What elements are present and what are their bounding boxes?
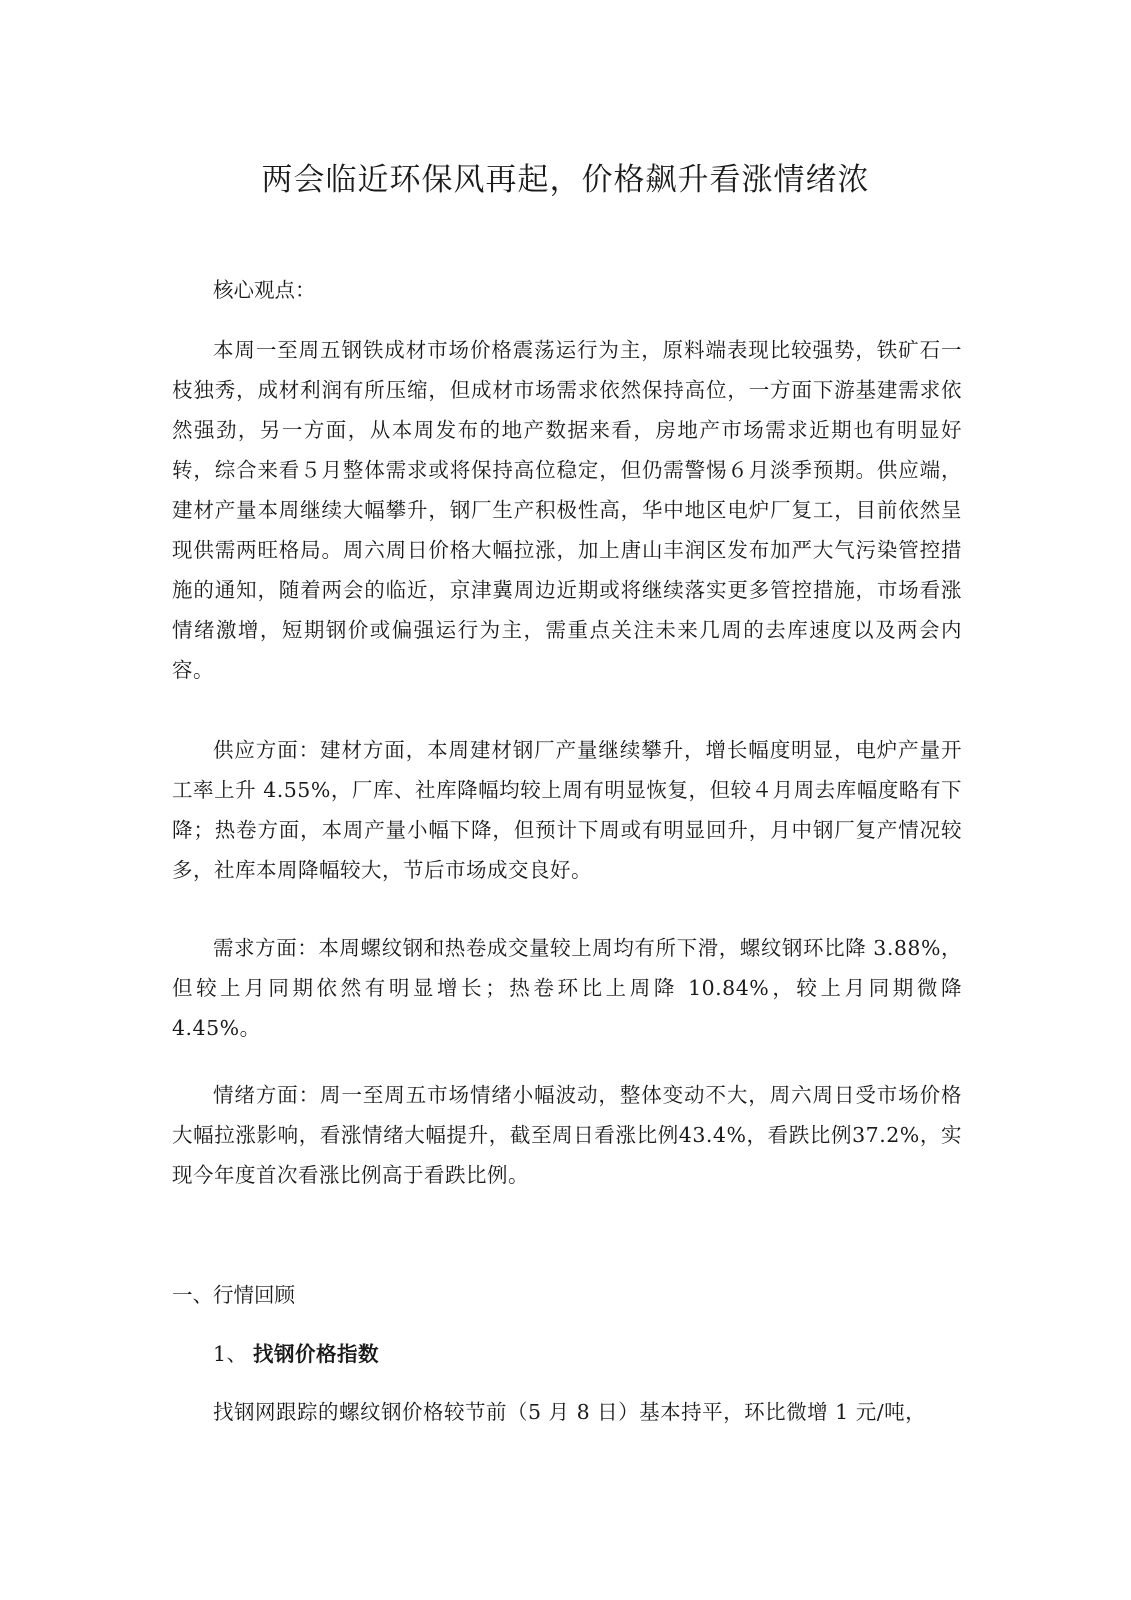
- sentiment-paragraph: 情绪方面：周一至周五市场情绪小幅波动，整体变动不大，周六周日受市场价格大幅拉涨影响，看涨情绪大幅提升，截至周日看涨比例43.4%，看跌比例37.2%，实现今年度首次看涨比例高于看跌比例。: [172, 1083, 962, 1187]
- core-viewpoint-label: 核心观点：: [213, 278, 316, 302]
- subsection-heading-price-index: [213, 1334, 379, 1374]
- subsection-title: 找钢价格指数: [253, 1342, 379, 1366]
- price-index-paragraph: 找钢网跟踪的螺纹钢价格较节前（5 月 8 日）基本持平，环比微增 1 元/吨，: [213, 1400, 927, 1424]
- document-title: 两会临近环保风再起，价格飙升看涨情绪浓: [261, 162, 870, 198]
- supply-paragraph: 供应方面：建材方面，本周建材钢厂产量继续攀升，增长幅度明显，电炉产量开工率上升 4.55%，厂库、社库降幅均较上周有明显恢复，但较４月周去库幅度略有下降；热卷方面，本周产量小幅下降，但预计下周或有明显回升，月中钢厂复产情况较多，社库本周降幅较大，节后市场成交良好。: [172, 738, 962, 882]
- core-viewpoint-paragraph: 本周一至周五钢铁成材市场价格震荡运行为主，原料端表现比较强势，铁矿石一枝独秀，成材利润有所压缩，但成材市场需求依然保持高位，一方面下游基建需求依然强劲，另一方面，从本周发布的地产数据来看，房地产市场需求近期也有明显好转，综合来看５月整体需求或将保持高位稳定，但仍需警惕６月淡季预期。供应端，建材产量本周继续大幅攀升，钢厂生产积极性高，华中地区电炉厂复工，目前依然呈现供需两旺格局。周六周日价格大幅拉涨，加上唐山丰润区发布加严大气污染管控措施的通知，随着两会的临近，京津冀周边近期或将继续落实更多管控措施，市场看涨情绪激增，短期钢价或偏强运行为主，需重点关注未来几周的去库速度以及两会内容。: [172, 338, 962, 682]
- section-heading-market-review: 一、行情回顾: [172, 1283, 295, 1307]
- subsection-number: 1、: [213, 1342, 248, 1366]
- demand-paragraph: 需求方面：本周螺纹钢和热卷成交量较上周均有所下滑，螺纹钢环比降 3.88%，但较上月同期依然有明显增长；热卷环比上周降 10.84%，较上月同期微降 4.45%。: [172, 936, 962, 1040]
